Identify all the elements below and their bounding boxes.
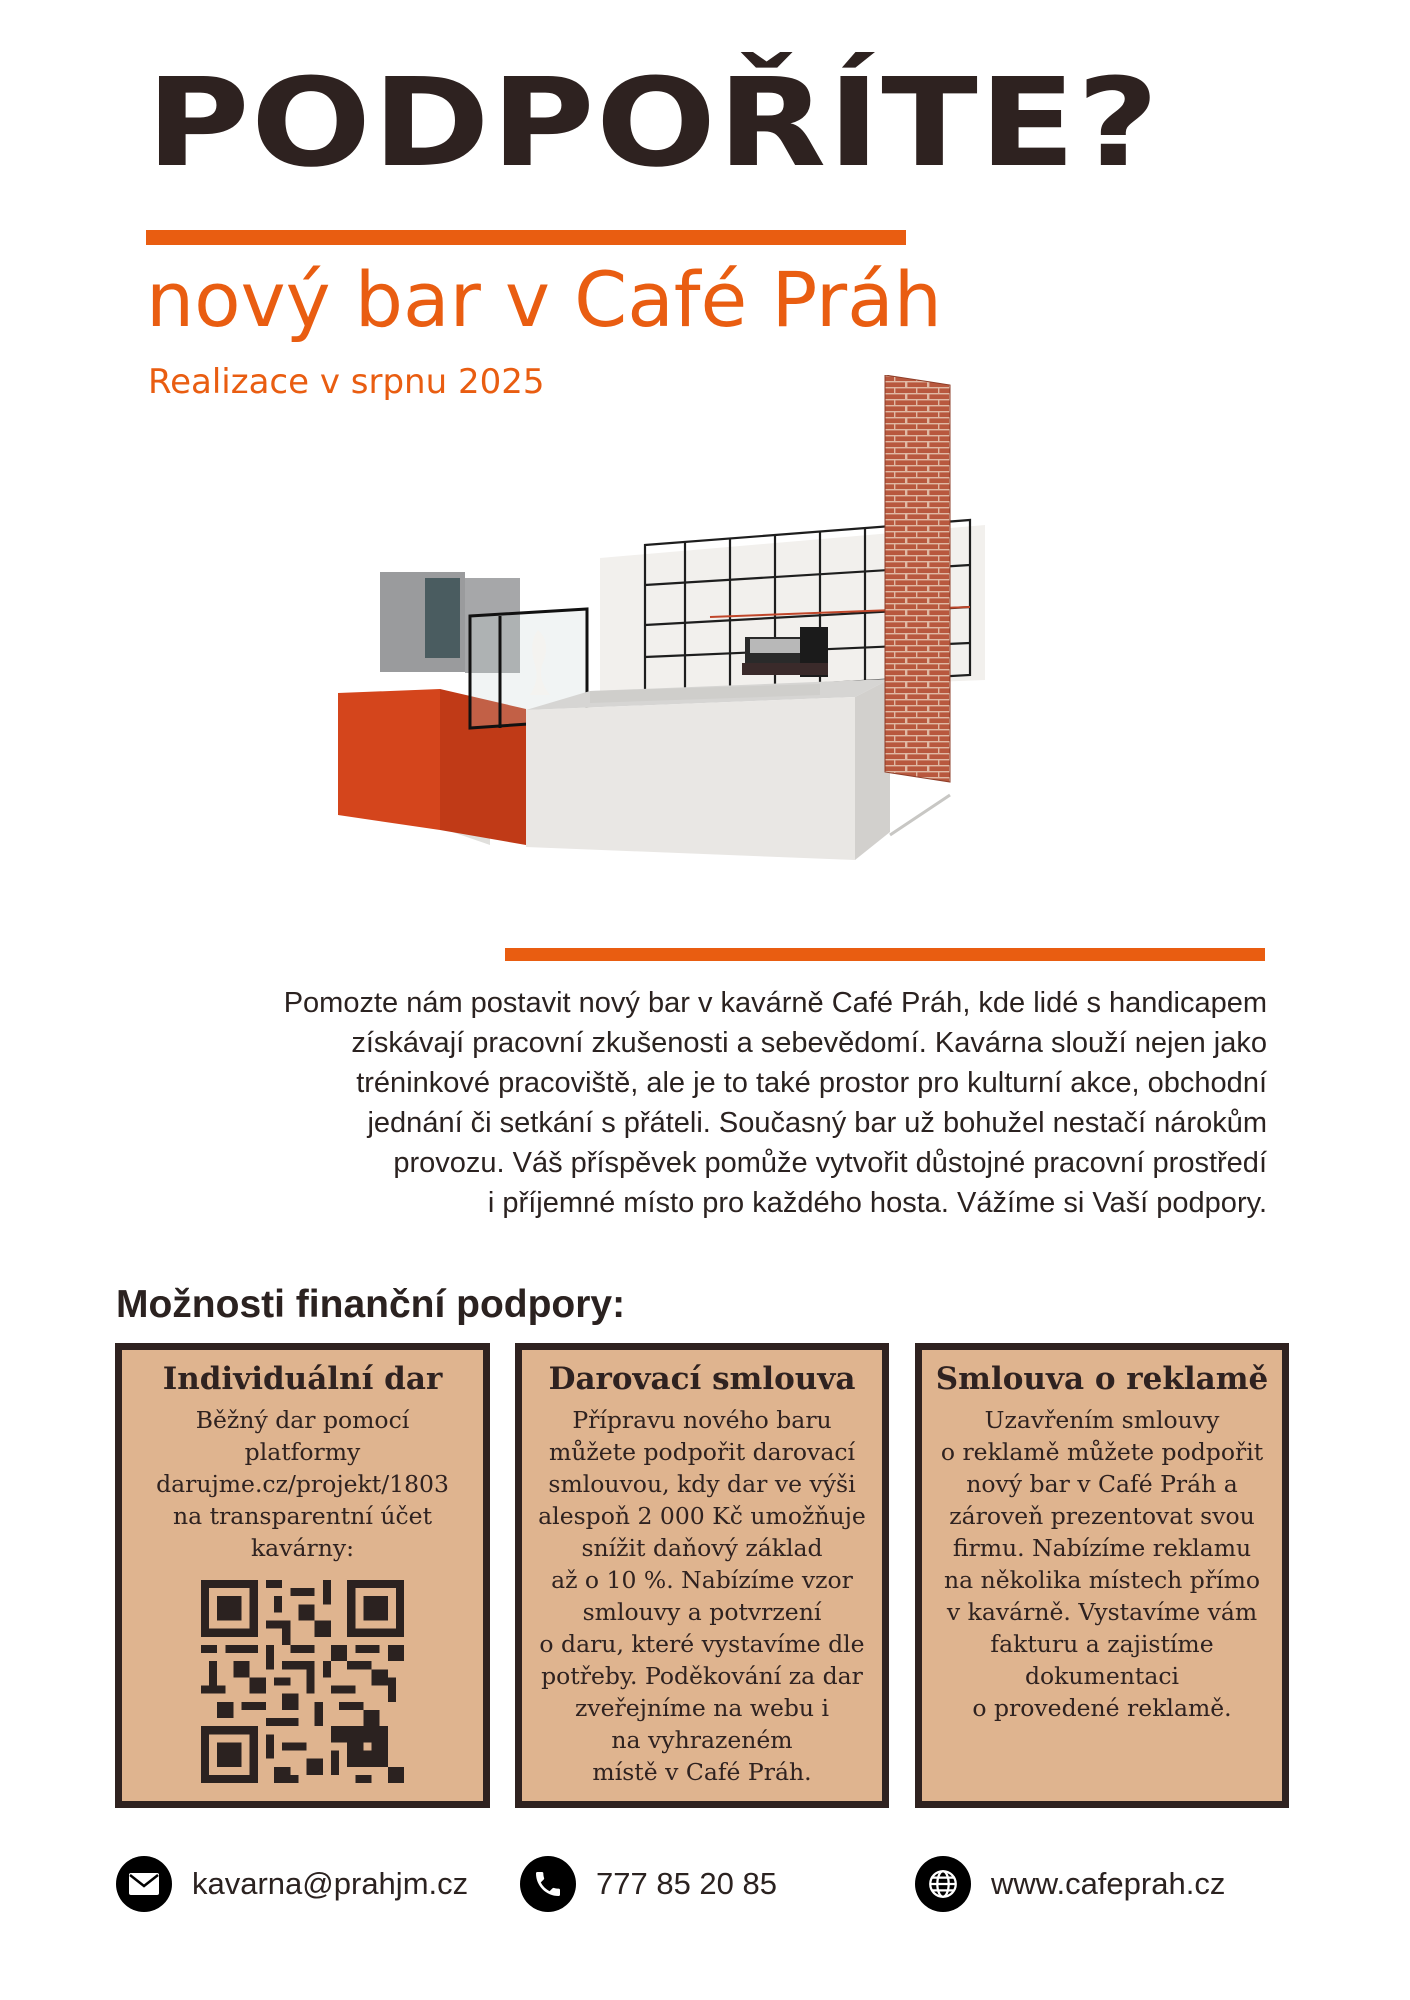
- email-link[interactable]: kavarna@prahjm.cz: [192, 1866, 469, 1901]
- card-line: potřeby. Poděkování za dar: [541, 1661, 863, 1690]
- intro-line: jednání či setkání s přáteli. Současný bar už bohužel nestačí nárokům: [367, 1107, 1267, 1139]
- intro-line: tréninkové pracoviště, ale je to také prostor pro kulturní akce, obchodní: [356, 1067, 1267, 1099]
- date-line: Realizace v srpnu 2025: [148, 362, 545, 402]
- intro-line: Pomozte nám postavit nový bar v kavárně Café Práh, kde lidé s handicapem: [283, 987, 1267, 1019]
- card-line: na několika místech přímo: [944, 1565, 1260, 1594]
- card-title: Individuální dar: [162, 1361, 443, 1397]
- card-line: fakturu a zajistíme: [990, 1629, 1214, 1658]
- contact-web[interactable]: [915, 1855, 1225, 1913]
- card-title: Smlouva o reklamě: [935, 1361, 1269, 1397]
- envelope-icon: [116, 1856, 172, 1912]
- orange-rule-top: [146, 230, 906, 245]
- intro-paragraph: [130, 983, 1267, 1223]
- card-individual-donation: [115, 1343, 490, 1808]
- card-line: o provedené reklamě.: [972, 1693, 1232, 1722]
- contact-phone[interactable]: [520, 1855, 777, 1913]
- phone-icon: [520, 1856, 576, 1912]
- intro-line: i příjemné místo pro každého hosta. Vážíme si Vaší podpory.: [487, 1187, 1267, 1219]
- card-line: Běžný dar pomocí: [195, 1405, 410, 1434]
- card-line: platformy: [244, 1437, 361, 1466]
- card-line: smlouvou, kdy dar ve výši: [548, 1469, 856, 1498]
- subtitle: nový bar v Café Práh: [146, 255, 942, 344]
- card-title: Darovací smlouva: [548, 1361, 856, 1397]
- globe-icon: [915, 1856, 971, 1912]
- card-line: snížit daňový základ: [581, 1533, 823, 1562]
- brick-column: [885, 375, 950, 782]
- intro-line: provozu. Váš příspěvek pomůže vytvořit důstojné pracovní prostředí: [393, 1147, 1267, 1179]
- headline: PODPOŘÍTE?: [146, 52, 1161, 194]
- card-line: na vyhrazeném: [611, 1725, 793, 1754]
- card-line: zároveň prezentovat svou: [949, 1501, 1255, 1530]
- card-line: můžete podpořit darovací: [548, 1437, 856, 1466]
- card-line: v kavárně. Vystavíme vám: [946, 1597, 1258, 1626]
- card-line: alespoň 2 000 Kč umožňuje: [538, 1501, 866, 1530]
- card-line: až o 10 %. Nabízíme vzor: [551, 1565, 853, 1594]
- card-line: na transparentní účet: [172, 1501, 433, 1530]
- card-line: zveřejníme na webu i: [574, 1693, 830, 1722]
- card-donation-contract: [515, 1343, 889, 1808]
- options-title: Možnosti finanční podpory:: [116, 1283, 626, 1326]
- orange-rule-middle: [505, 948, 1265, 961]
- card-line: o daru, které vystavíme dle: [539, 1629, 865, 1658]
- card-line: firmu. Nabízíme reklamu: [952, 1533, 1252, 1562]
- card-line: Přípravu nového baru: [572, 1405, 832, 1434]
- card-line: smlouvy a potvrzení: [582, 1597, 822, 1626]
- phone-link[interactable]: 777 85 20 85: [596, 1866, 778, 1901]
- card-line: nový bar v Café Práh a: [966, 1469, 1238, 1498]
- card-line: darujme.cz/projekt/1803: [156, 1469, 449, 1498]
- card-line: dokumentaci: [1024, 1661, 1180, 1690]
- contact-email[interactable]: [116, 1855, 468, 1913]
- bar-rendering-illustration: [290, 375, 1090, 930]
- website-link[interactable]: www.cafeprah.cz: [991, 1866, 1226, 1901]
- card-line: Uzavřením smlouvy: [984, 1405, 1220, 1434]
- card-line: místě v Café Práh.: [592, 1757, 812, 1786]
- intro-line: získávají pracovní zkušenosti a sebevědomí. Kavárna slouží nejen jako: [351, 1027, 1267, 1059]
- card-line: kavárny:: [250, 1533, 355, 1562]
- qr-code[interactable]: [201, 1580, 404, 1783]
- card-advertising-contract: [915, 1343, 1289, 1808]
- card-line: o reklamě můžete podpořit: [940, 1437, 1264, 1466]
